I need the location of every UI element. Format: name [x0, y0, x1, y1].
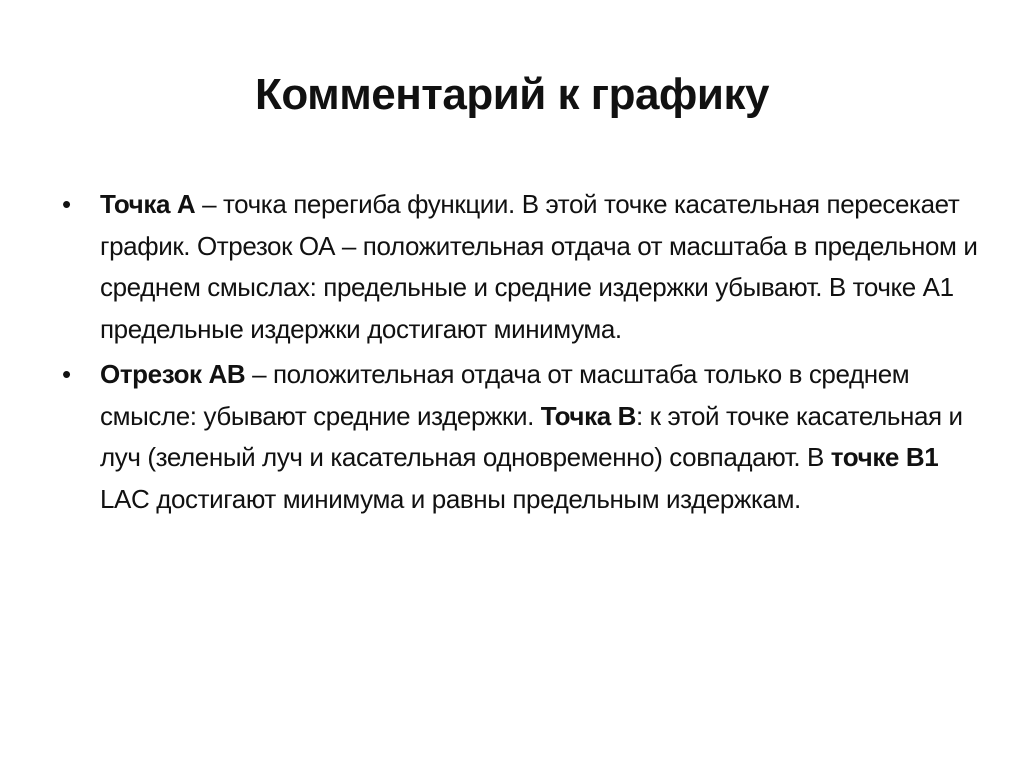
term-segment-ab: Отрезок АВ: [100, 359, 246, 389]
bullet-list: [62, 184, 982, 524]
bullet-item-point-a: [62, 184, 982, 350]
bullet-dot-icon: •: [62, 359, 71, 389]
bullet-text: – точка перегиба функции. В этой точке касательная пересекает график. Отрезок ОА – положительная отдача от масштаба в предельном и среднем смыслах: предельные и средние издержки убывают. В точке А1 предельные издержки достигают минимума.: [100, 189, 978, 344]
slide-title: Комментарий к графику: [255, 70, 769, 119]
bullet-text: – положительная отдача от масштаба только в среднем смысле: убывают средние издержки.: [100, 359, 910, 431]
term-point-a: Точка А: [100, 189, 196, 219]
bullet-text: LAC достигают минимума и равны предельным издержкам.: [100, 483, 801, 514]
bullet-text: : к этой точке касательная и луч (зеленый луч и касательная одновременно) совпадают. В: [100, 400, 963, 472]
bullet-dot-icon: •: [62, 189, 71, 219]
bullet-item-segment-ab: [62, 354, 982, 520]
term-point-b1: точке В1: [830, 442, 939, 472]
term-point-b: Точка В: [540, 400, 636, 431]
